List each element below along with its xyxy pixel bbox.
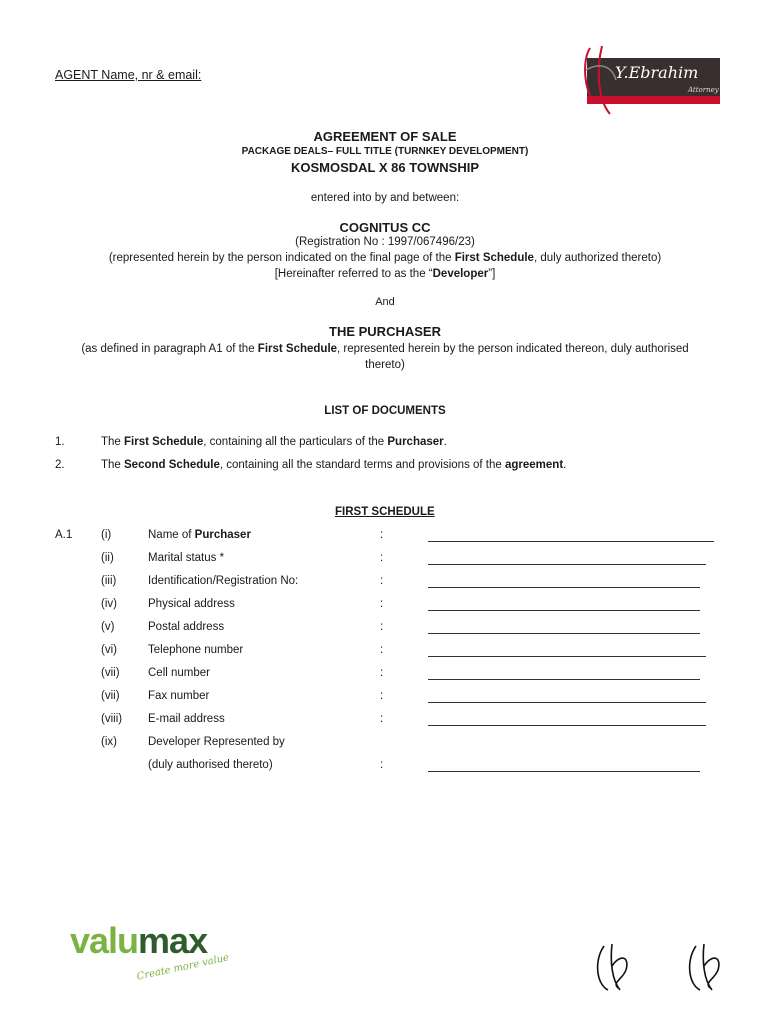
row-colon: : <box>380 598 384 610</box>
row-label: Identification/Registration No: <box>148 575 299 587</box>
doc-pre: The <box>101 436 125 448</box>
row-label: (duly authorised thereto) <box>148 759 273 771</box>
purchaser-post: , represented herein by the person indicated thereon, duly authorised thereto) <box>337 343 689 371</box>
document-item <box>101 459 566 471</box>
row-colon: : <box>380 575 384 587</box>
entered-into-text: entered into by and between: <box>310 192 460 204</box>
schedule-row-developer <box>0 736 770 754</box>
row-colon: : <box>380 552 384 564</box>
row-colon: : <box>380 759 384 771</box>
represented-text <box>0 252 770 264</box>
schedule-row-name <box>0 529 770 547</box>
represented-pre: (represented herein by the person indicated on the final page of the <box>108 252 455 264</box>
developer-name: COGNITUS CC <box>339 220 431 235</box>
agreement-title: AGREEMENT OF SALE <box>313 129 457 144</box>
row-colon: : <box>380 529 384 541</box>
row-label: Fax number <box>148 690 210 702</box>
schedule-row-postal <box>0 621 770 639</box>
cell-input-line[interactable] <box>428 679 700 680</box>
purchaser-pre: (as defined in paragraph A1 of the <box>81 343 258 355</box>
schedule-row-telephone <box>0 644 770 662</box>
row-colon: : <box>380 713 384 725</box>
township-title: KOSMOSDAL X 86 TOWNSHIP <box>290 160 480 175</box>
initial-signature-icon <box>590 940 640 996</box>
row-number: (vii) <box>101 667 120 679</box>
and-text: And <box>375 296 395 308</box>
section-number: A.1 <box>55 529 73 541</box>
row-colon: : <box>380 667 384 679</box>
marital-input-line[interactable] <box>428 564 706 565</box>
row-number: (iii) <box>101 575 117 587</box>
list-of-documents-title: LIST OF DOCUMENTS <box>324 405 446 417</box>
hereinafter-bold: Developer <box>432 268 489 280</box>
doc-post: . <box>443 436 447 448</box>
schedule-row-id <box>0 575 770 593</box>
brand-part2: max <box>138 920 208 961</box>
hereinafter-text <box>0 268 770 280</box>
document-number: 1. <box>55 436 65 448</box>
doc-mid: , containing all the standard terms and provisions of the <box>219 459 505 471</box>
represented-bold: First Schedule <box>454 252 534 264</box>
developer-rep-input-line[interactable] <box>428 771 700 772</box>
telephone-input-line[interactable] <box>428 656 706 657</box>
id-input-line[interactable] <box>428 587 700 588</box>
document-number: 2. <box>55 459 65 471</box>
doc-bold2: Purchaser <box>387 436 444 448</box>
doc-mid: , containing all the particulars of the <box>203 436 388 448</box>
logo-text: Y.Ebrahim <box>615 63 699 82</box>
agent-label: AGENT Name, nr & email: <box>55 68 202 82</box>
doc-bold1: First Schedule <box>124 436 204 448</box>
schedule-row-marital <box>0 552 770 570</box>
hereinafter-post: ”] <box>488 268 496 280</box>
purchaser-title: THE PURCHASER <box>329 324 441 339</box>
row-number: (viii) <box>101 713 123 725</box>
row-number: (i) <box>101 529 112 541</box>
doc-pre: The <box>101 459 125 471</box>
logo-subtext: Attorney <box>688 86 719 94</box>
row-label <box>148 529 251 541</box>
fax-input-line[interactable] <box>428 702 706 703</box>
row-colon: : <box>380 690 384 702</box>
row-label: Cell number <box>148 667 210 679</box>
row-number: (ii) <box>101 552 114 564</box>
row-label-text: Name of <box>148 529 195 541</box>
row-number: (vi) <box>101 644 117 656</box>
brand-part1: valu <box>70 920 139 961</box>
row-label: Physical address <box>148 598 235 610</box>
name-input-line[interactable] <box>428 541 714 542</box>
agreement-subtitle: PACKAGE DEALS– FULL TITLE (TURNKEY DEVELOPMENT) <box>241 146 529 157</box>
hereinafter-pre: [Hereinafter referred to as the “ <box>274 268 433 280</box>
row-label: E-mail address <box>148 713 225 725</box>
row-number: (vii) <box>101 690 120 702</box>
row-label: Developer Represented by <box>148 736 285 748</box>
row-colon: : <box>380 621 384 633</box>
row-label: Marital status * <box>148 552 225 564</box>
represented-post: , duly authorized thereto) <box>533 252 662 264</box>
document-item <box>101 436 447 448</box>
schedule-row-authorised <box>0 759 770 777</box>
valumax-logo <box>70 920 207 962</box>
email-input-line[interactable] <box>428 725 706 726</box>
row-number: (ix) <box>101 736 117 748</box>
doc-bold1: Second Schedule <box>124 459 220 471</box>
schedule-row-cell <box>0 667 770 685</box>
doc-bold2: agreement <box>504 459 564 471</box>
row-label: Telephone number <box>148 644 244 656</box>
row-label: Postal address <box>148 621 225 633</box>
initial-signature-icon <box>684 940 734 996</box>
row-label-bold: Purchaser <box>194 529 251 541</box>
row-number: (v) <box>101 621 115 633</box>
schedule-row-email <box>0 713 770 731</box>
schedule-row-fax <box>0 690 770 708</box>
physical-address-input-line[interactable] <box>428 610 700 611</box>
row-colon: : <box>380 644 384 656</box>
postal-address-input-line[interactable] <box>428 633 700 634</box>
brand-tagline: Create more value <box>135 952 231 983</box>
schedule-row-physical <box>0 598 770 616</box>
purchaser-definition <box>70 341 700 373</box>
registration-number: (Registration No : 1997/067496/23) <box>295 236 475 248</box>
row-number: (iv) <box>101 598 117 610</box>
first-schedule-title: FIRST SCHEDULE <box>335 506 435 518</box>
doc-post: . <box>563 459 567 471</box>
purchaser-bold: First Schedule <box>257 343 338 355</box>
